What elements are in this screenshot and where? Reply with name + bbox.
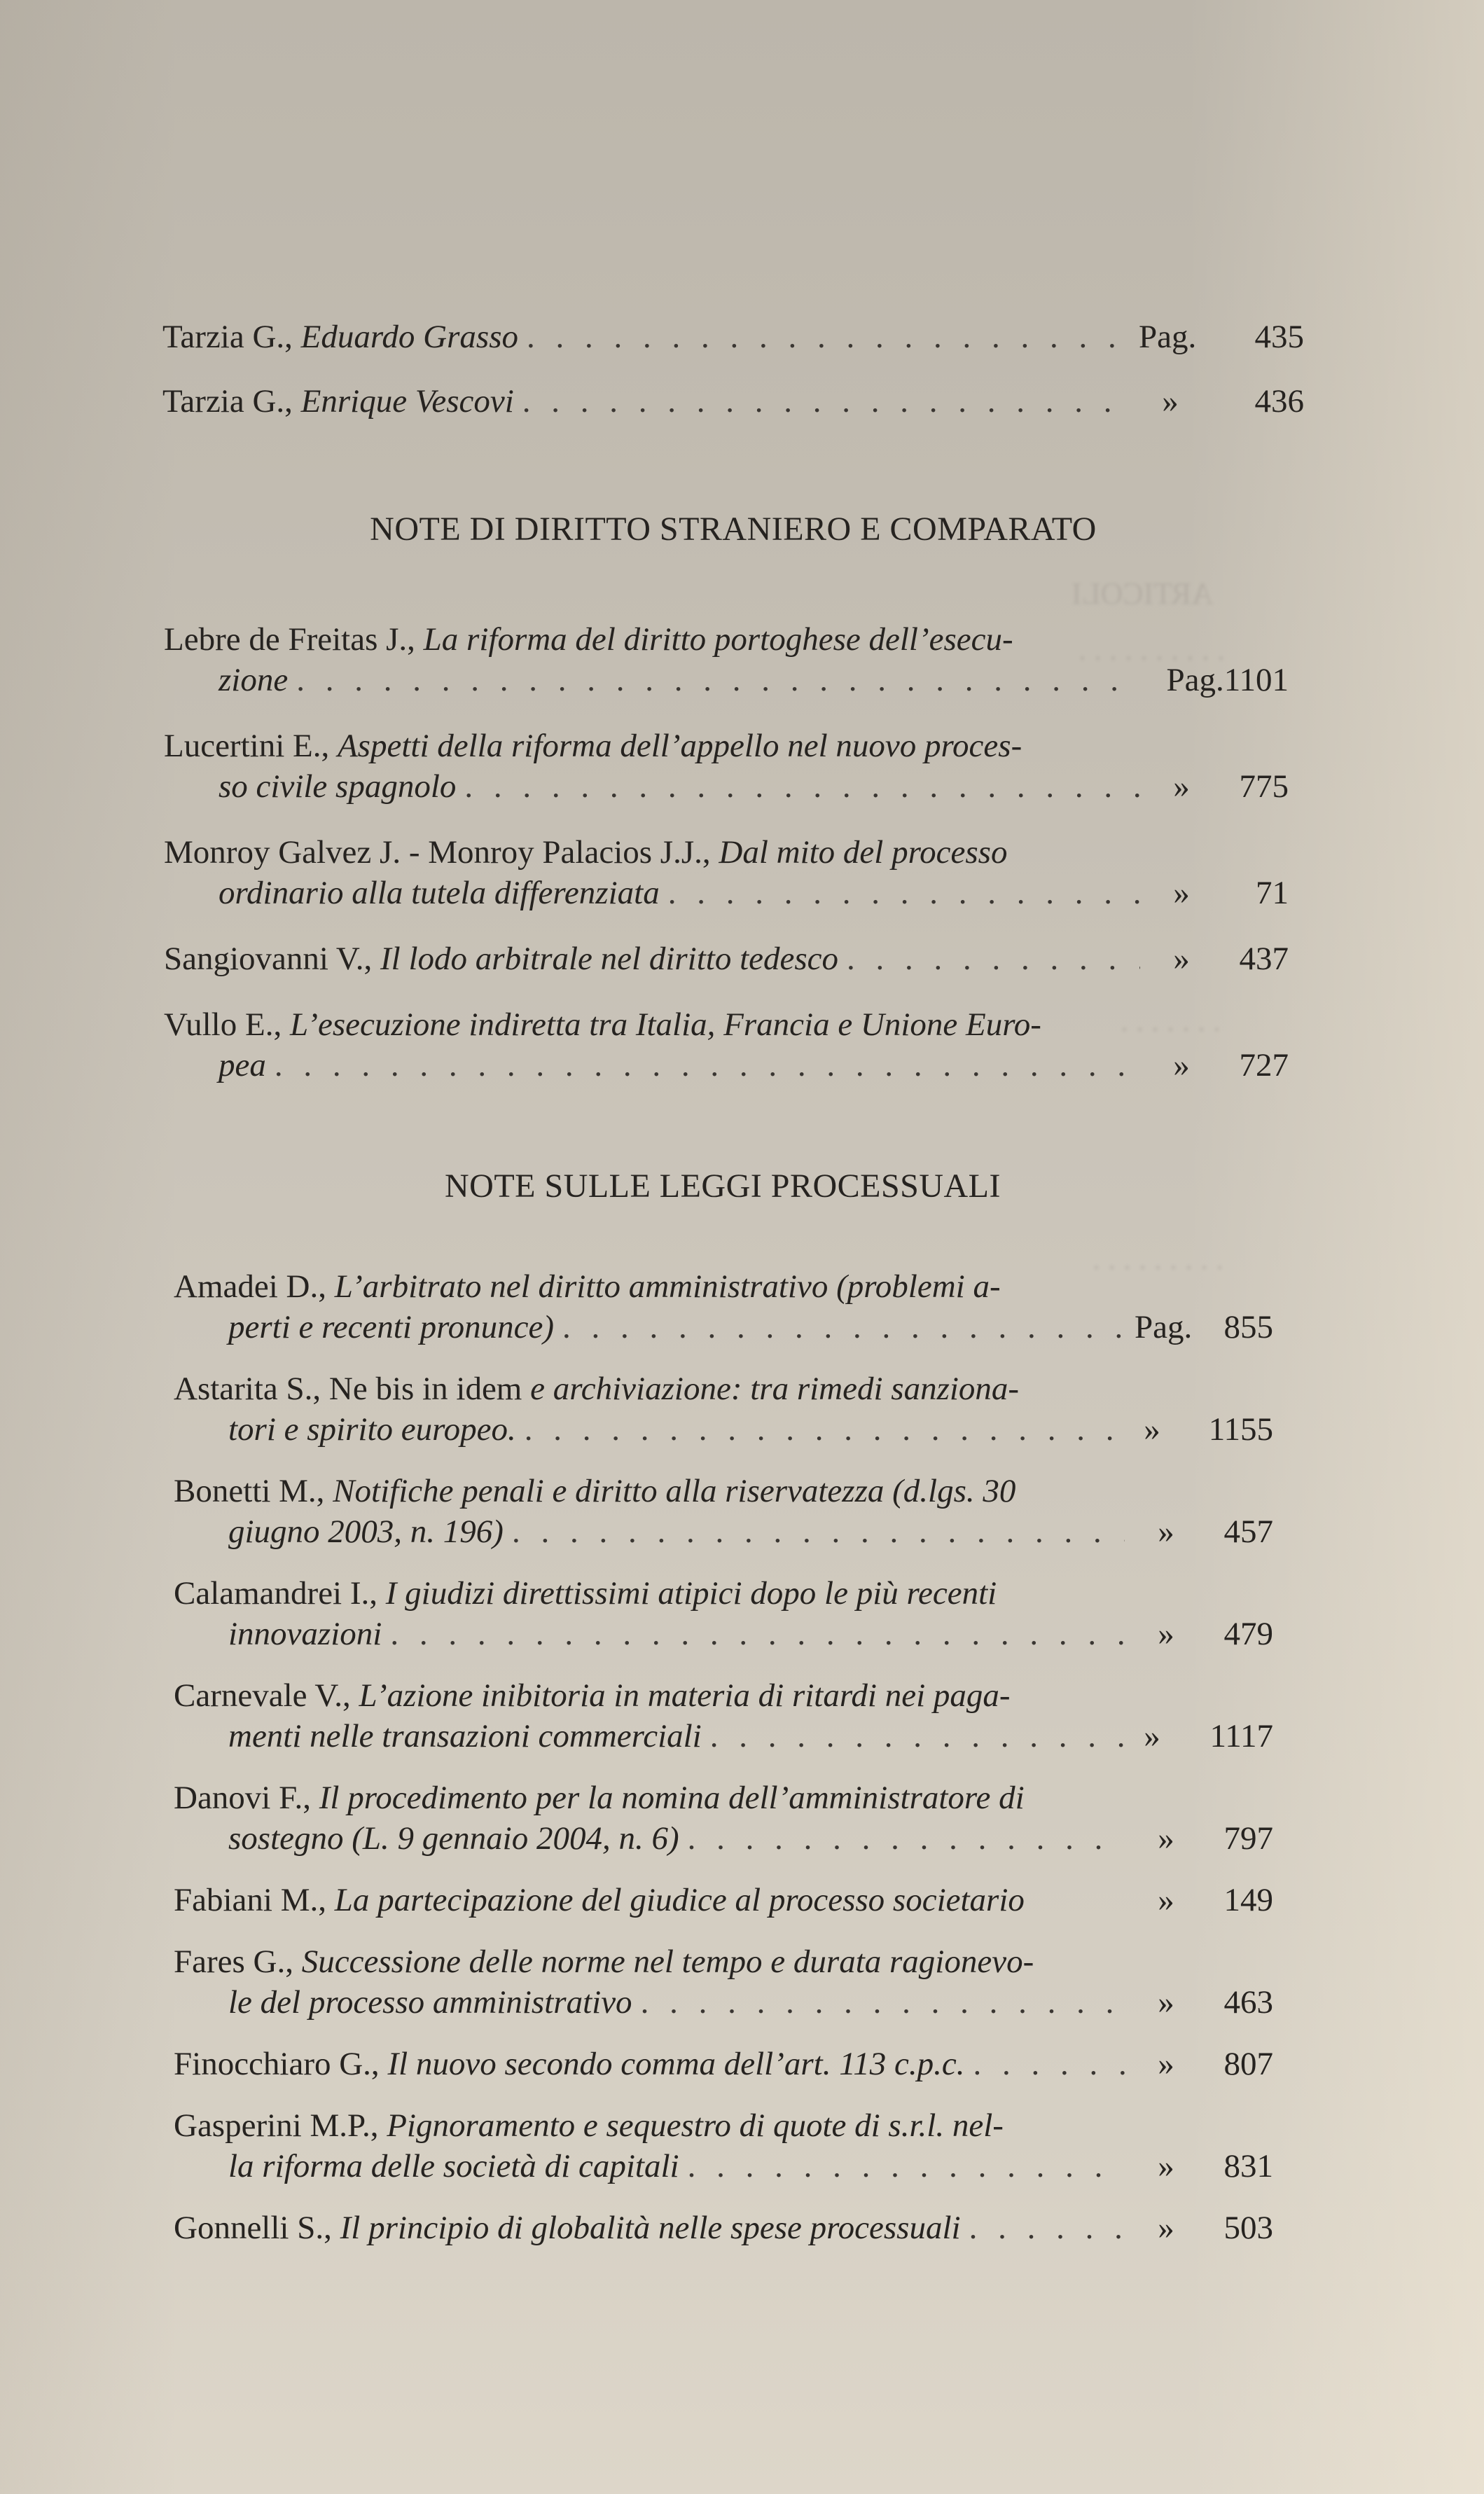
entry-author: Calamandrei I., [174,1575,378,1612]
entry-author: Gonnelli S., [174,2210,332,2246]
entry-title: Notifiche penali e diritto alla riservatezza (d.lgs. 30 [333,1473,1016,1509]
dot-leader [847,938,1140,979]
page-ref [1135,1307,1273,1348]
page-number: 436 [1254,383,1304,420]
entry-author: Amadei D., [174,1268,326,1305]
entry-title: L’esecuzione indiretta tra Italia, Francia e Unione Euro- [289,1006,1041,1043]
page-number: 807 [1223,2046,1273,2082]
page-ref [1149,660,1289,700]
dot-leader [688,1818,1125,1859]
page-ref [1135,1716,1273,1757]
toc-entry[interactable] [174,2208,1273,2248]
entry-author: Finocchiaro G., [174,2046,380,2082]
entry-title-continued: la riforma delle società di capitali [228,2148,679,2184]
toc-entry[interactable] [174,2105,1273,2187]
entry-author: Gasperini M.P., [174,2107,379,2144]
page-ref [1139,381,1304,422]
page-number: 1101 [1223,662,1289,698]
page-prefix: » [1173,875,1190,911]
page-ref [1135,1880,1273,1920]
page-ref [1135,1511,1273,1552]
entry-author: Sangiovanni V., [164,941,373,977]
page-prefix: » [1158,2046,1174,2082]
toc-entry[interactable] [162,381,1304,422]
entry-author: Danovi F., [174,1780,311,1816]
entry-author: Carnevale V., [174,1677,351,1714]
entry-title-continued: tori e spirito europeo. [228,1411,516,1448]
page-number: 149 [1223,1882,1273,1918]
dot-leader [641,1982,1125,2023]
dot-leader [275,1045,1140,1086]
entry-title: L’arbitrato nel diritto amministrativo (problemi a- [334,1268,1001,1305]
page-number: 727 [1239,1047,1289,1083]
entry-title: La riforma del diritto portoghese dell’esecu- [423,621,1013,658]
top-entries [162,317,1304,422]
dot-leader [527,317,1129,357]
entry-title: I giudizi direttissimi atipici dopo le più recenti [385,1575,997,1612]
entry-author: Astarita S., [174,1371,321,1407]
toc-entry[interactable] [174,1880,1273,1920]
toc-entry[interactable] [162,317,1304,357]
page-ref [1135,2044,1273,2084]
page-ref [1135,2208,1273,2248]
bleed-through-text: . . . . . . . . . [1093,1242,1223,1276]
dot-leader [973,2044,1125,2084]
entry-author: Fabiani M., [174,1882,327,1918]
entry-title: Dal mito del processo [719,834,1008,871]
page-ref [1135,1818,1273,1859]
toc-entry[interactable] [164,938,1289,979]
page-prefix: » [1144,1718,1160,1754]
page-number: 463 [1223,1984,1273,2021]
page-prefix: » [1173,1047,1190,1083]
toc-entry[interactable] [164,726,1289,807]
entry-title: Il procedimento per la nomina dell’amministratore di [319,1780,1025,1816]
toc-entry[interactable] [164,832,1289,913]
entry-title-continued: pea [219,1047,266,1083]
page-number: 831 [1223,2148,1273,2184]
entry-title-roman: Ne bis in idem [328,1371,522,1407]
entry-title-continued: le del processo amministrativo [228,1984,632,2021]
page-prefix: » [1158,2148,1174,2184]
toc-entry[interactable] [174,1471,1273,1552]
entry-title: Il nuovo secondo comma dell’art. 113 c.p.c. [387,2046,965,2082]
entry-title: Eduardo Grasso [300,319,518,355]
dot-leader [512,1511,1125,1552]
section-heading: NOTE DI DIRITTO STRANIERO E COMPARATO [370,511,1097,548]
toc-entry[interactable] [174,1778,1273,1859]
entry-title: Il principio di globalità nelle spese processuali [340,2210,961,2246]
entry-author: Lucertini E., [164,728,330,764]
bleed-through-text: ARTICOLI [1072,576,1214,611]
section-heading: NOTE SULLE LEGGI PROCESSUALI [445,1168,1001,1205]
dot-leader [688,2146,1125,2187]
page-prefix: » [1144,1411,1160,1448]
entry-title-continued: menti nelle transazioni commerciali [228,1718,702,1754]
page-prefix: Pag. [1135,1309,1193,1345]
toc-entry[interactable] [174,2044,1273,2084]
page-ref [1135,2146,1273,2187]
dot-leader [668,873,1140,913]
page-number: 437 [1239,941,1289,977]
entry-title-continued: so civile spagnolo [219,768,457,805]
entry-title: Aspetti della riforma dell’appello nel nuovo proces- [337,728,1022,764]
entry-author: Tarzia G., [162,319,293,355]
section-entries-procedural-laws [174,1266,1273,2248]
entry-title-continued: ordinario alla tutela differenziata [219,875,660,911]
page-number: 1155 [1208,1411,1273,1448]
page-number: 855 [1223,1309,1273,1345]
page-ref [1150,766,1289,807]
toc-entry[interactable] [174,1266,1273,1348]
page-prefix: » [1162,383,1179,420]
entry-title-continued: perti e recenti pronunce) [228,1309,555,1345]
entry-author: Fares G., [174,1944,293,1980]
entry-author: Lebre de Freitas J., [164,621,415,658]
entry-author: Vullo E., [164,1006,282,1043]
dot-leader [296,660,1139,700]
page-prefix: » [1158,1616,1174,1652]
page-number: 435 [1254,319,1304,355]
entry-title: e archiviazione: tra rimedi sanziona- [530,1371,1020,1407]
entry-title-continued: zione [219,662,289,698]
toc-entry[interactable] [164,1004,1289,1086]
page-ref [1139,317,1304,357]
toc-entry[interactable] [174,1675,1273,1757]
page-number: 797 [1223,1820,1273,1857]
entry-title: Il lodo arbitrale nel diritto tedesco [380,941,839,977]
page-prefix: » [1158,1882,1174,1918]
entry-author: Monroy Galvez J. - Monroy Palacios J.J., [164,834,711,871]
entry-author: Tarzia G., [162,383,293,420]
page-ref [1135,1409,1273,1450]
dot-leader [522,381,1129,422]
bleed-through-text: . . . . . . . [1121,1004,1221,1038]
entry-title: Successione delle norme nel tempo e durata ragionevo- [301,1944,1034,1980]
dot-leader [464,766,1140,807]
entry-author: Bonetti M., [174,1473,325,1509]
dot-leader [969,2208,1125,2248]
page-number: 479 [1223,1616,1273,1652]
page-ref [1150,873,1289,913]
page-prefix: » [1158,1820,1174,1857]
entry-title: La partecipazione del giudice al processo societario [334,1882,1025,1918]
page-prefix: Pag. [1166,662,1224,698]
page-ref [1135,1982,1273,2023]
entry-title: L’azione inibitoria in materia di ritardi nei paga- [359,1677,1011,1714]
toc-entry[interactable] [174,1369,1273,1450]
page-prefix: » [1158,1513,1174,1550]
dot-leader [562,1307,1125,1348]
entry-title: Enrique Vescovi [300,383,514,420]
page-prefix: Pag. [1139,319,1197,355]
toc-entry[interactable] [164,619,1289,700]
page-prefix: » [1158,1984,1174,2021]
page-number: 1117 [1209,1718,1273,1754]
dot-leader [525,1409,1125,1450]
page-ref [1135,1614,1273,1654]
page-prefix: » [1158,2210,1174,2246]
page-number: 503 [1223,2210,1273,2246]
entry-title: Pignoramento e sequestro di quote di s.r.l. nel- [387,2107,1004,2144]
page-number: 71 [1256,875,1289,911]
toc-entry[interactable] [174,1573,1273,1654]
page-ref [1150,1045,1289,1086]
entry-title-continued: sostegno (L. 9 gennaio 2004, n. 6) [228,1820,679,1857]
page-number: 775 [1239,768,1289,805]
entry-title-continued: giugno 2003, n. 196) [228,1513,504,1550]
toc-entry[interactable] [174,1941,1273,2023]
dot-leader [390,1614,1125,1654]
page-prefix: » [1173,768,1190,805]
entry-title-continued: innovazioni [228,1616,382,1652]
page-ref [1150,938,1289,979]
page-number: 457 [1223,1513,1273,1550]
section-entries-foreign-comparative [164,619,1289,1086]
page-prefix: » [1173,941,1190,977]
dot-leader [710,1716,1125,1757]
bleed-through-text: . . . . . . . . . . [1079,632,1225,667]
